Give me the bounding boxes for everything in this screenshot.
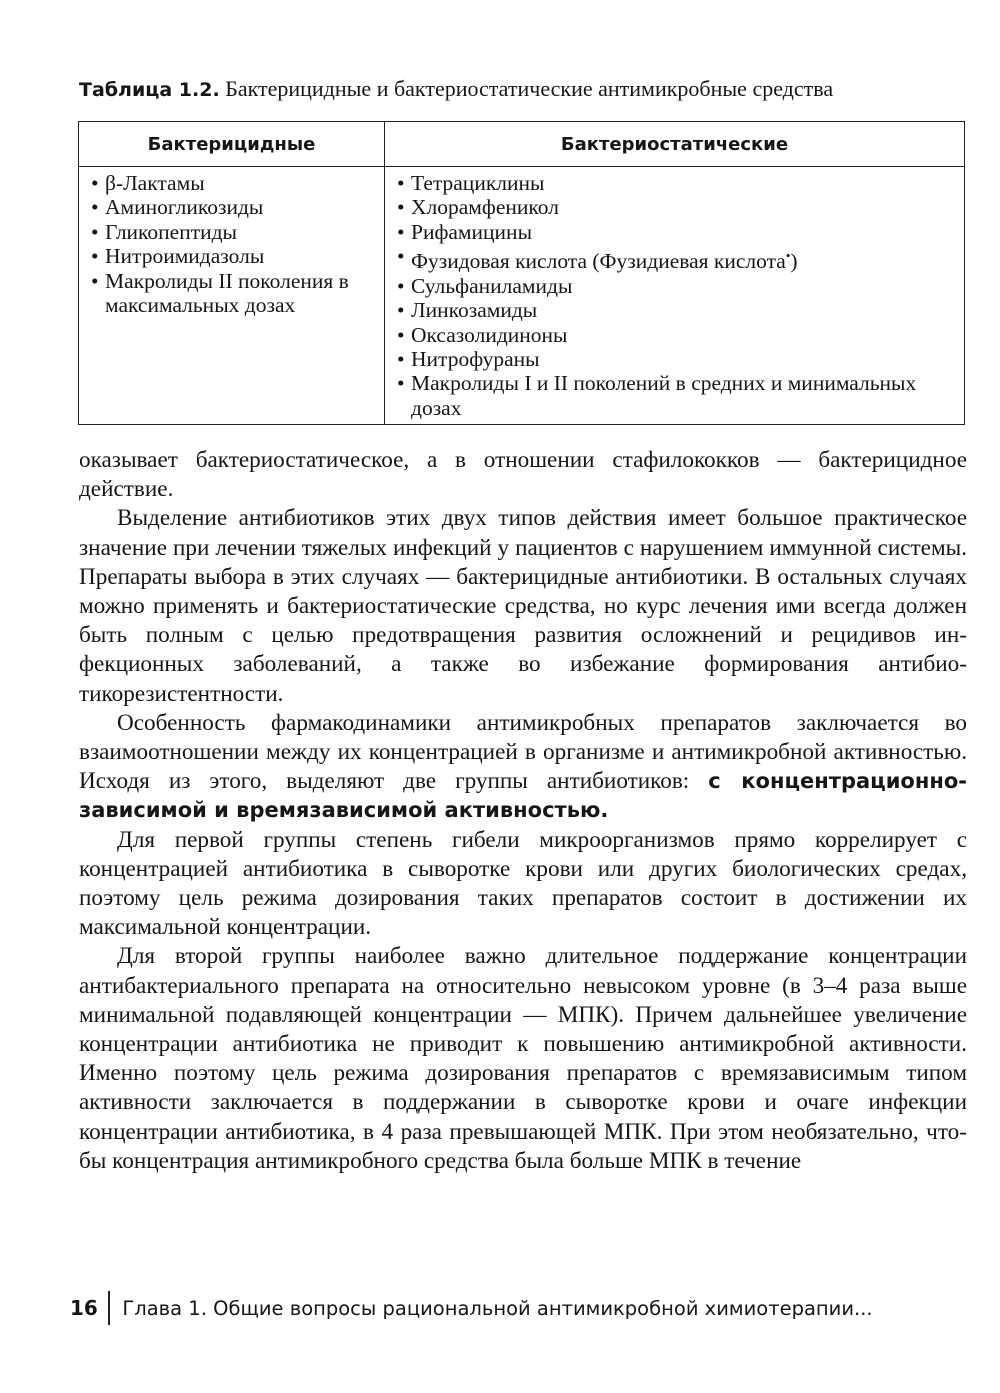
page-footer bbox=[70, 1290, 873, 1326]
paragraph-3-emphasis: с концентрационно-зависимой и времязависимой активностью bbox=[79, 769, 968, 823]
paragraph-3-start: Особенность фармакодинамики антимикробных препаратов заключается во взаимоотношении между их концентрацией в организме и антимикробной активностью. Исходя из этого, выделяют две группы антибиотиков: bbox=[79, 709, 967, 795]
table-row bbox=[79, 167, 965, 425]
fusidic-acid-close: ) bbox=[790, 249, 798, 274]
list-item: • Макролиды I и II поколений в средних и минимальных дозах bbox=[397, 371, 954, 420]
paragraph-3 bbox=[79, 709, 967, 826]
paragraph-3-end: . bbox=[600, 798, 609, 823]
fusidic-acid-text: Фузидовая кислота (Фузидиевая кислота bbox=[411, 249, 786, 274]
list-item: • Линкозамиды bbox=[397, 298, 954, 322]
header-bacteriostatic: Бактериостатические bbox=[385, 122, 965, 167]
list-item: • Тетрациклины bbox=[397, 171, 954, 195]
bactericidal-list bbox=[91, 171, 374, 317]
list-item: • Нитрофураны bbox=[397, 347, 954, 371]
list-item: • Оксазолидиноны bbox=[397, 323, 954, 347]
list-item: • Гликопептиды bbox=[91, 220, 374, 244]
chapter-title: Глава 1. Общие вопросы рациональной антимикробной химиотерапии... bbox=[122, 1296, 873, 1320]
paragraph-2: Выделение антибиотиков этих двух типов действия имеет большое практическое значение при лечении тяжелых инфекций у пациентов с нарушением иммунной системы. Препараты выбора в этих случаях — бактерицидные антибиотики. В остальных случаях можно применять и бактериостатические средства, но курс лечения ими всегда должен быть полным с целью предотвращения развития осложнений и рецидивов инфекционных заболеваний, а также во избежание формирования антибиотикорезистентности. bbox=[79, 505, 967, 707]
body-text bbox=[79, 446, 967, 1176]
bactericidal-cell bbox=[79, 167, 385, 425]
unregistered-mark: • bbox=[785, 248, 791, 264]
bacteriostatic-cell bbox=[385, 167, 965, 425]
table-caption-label: Таблица 1.2. bbox=[79, 79, 220, 101]
bacteriostatic-list bbox=[397, 171, 954, 420]
paragraph-4: Для первой группы степень гибели микроорганизмов прямо коррелирует с концентрацией антибиотика в сыворотке крови или других биологических средах, поэтому цель режима дозирования таких препаратов состоит в достижении их максимальной концентрации. bbox=[79, 826, 967, 941]
paragraph-5: Для второй группы наиболее важно длительное поддержание концентрации антибактериального препарата на относительно невысоком уровне (в 3–4 раза выше минимальной подавляющей концентрации — МПК). Причем дальнейшее увеличение концентрации антибиотика не приводит к повышению антимикробной активности. Именно поэтому цель режима дозирования препаратов с времязависимым типом активности заключается в поддержании в сыворотке крови и очаге инфекции концентрации антибиотика, в 4 раза превышающей МПК. При этом необязательно, чтобы концентрация антимикробного средства была больше МПК в течение bbox=[79, 943, 967, 1174]
table-header-row bbox=[79, 122, 965, 167]
table-caption-text: Бактерицидные и бактериостатические антимикробные средства bbox=[225, 76, 834, 101]
header-bactericidal: Бактерицидные bbox=[79, 122, 385, 167]
footer-divider bbox=[108, 1291, 111, 1325]
list-item: • Хлорамфеникол bbox=[397, 195, 954, 219]
list-item-fusidic bbox=[397, 244, 954, 274]
paragraph-1: оказывает бактериостатическое, а в отношении стафилококков — бактерицидное действие. bbox=[79, 447, 967, 503]
list-item: • Сульфаниламиды bbox=[397, 274, 954, 298]
table-caption bbox=[79, 74, 979, 105]
list-item: • Нитроимидазолы bbox=[91, 244, 374, 268]
list-item: • β-Лактамы bbox=[91, 171, 374, 195]
antimicrobial-table bbox=[78, 121, 965, 425]
page-number: 16 bbox=[70, 1296, 98, 1320]
list-item: • Макролиды II поколения в максимальных дозах bbox=[91, 269, 374, 318]
list-item: • Рифамицины bbox=[397, 220, 954, 244]
list-item: • Аминогликозиды bbox=[91, 195, 374, 219]
